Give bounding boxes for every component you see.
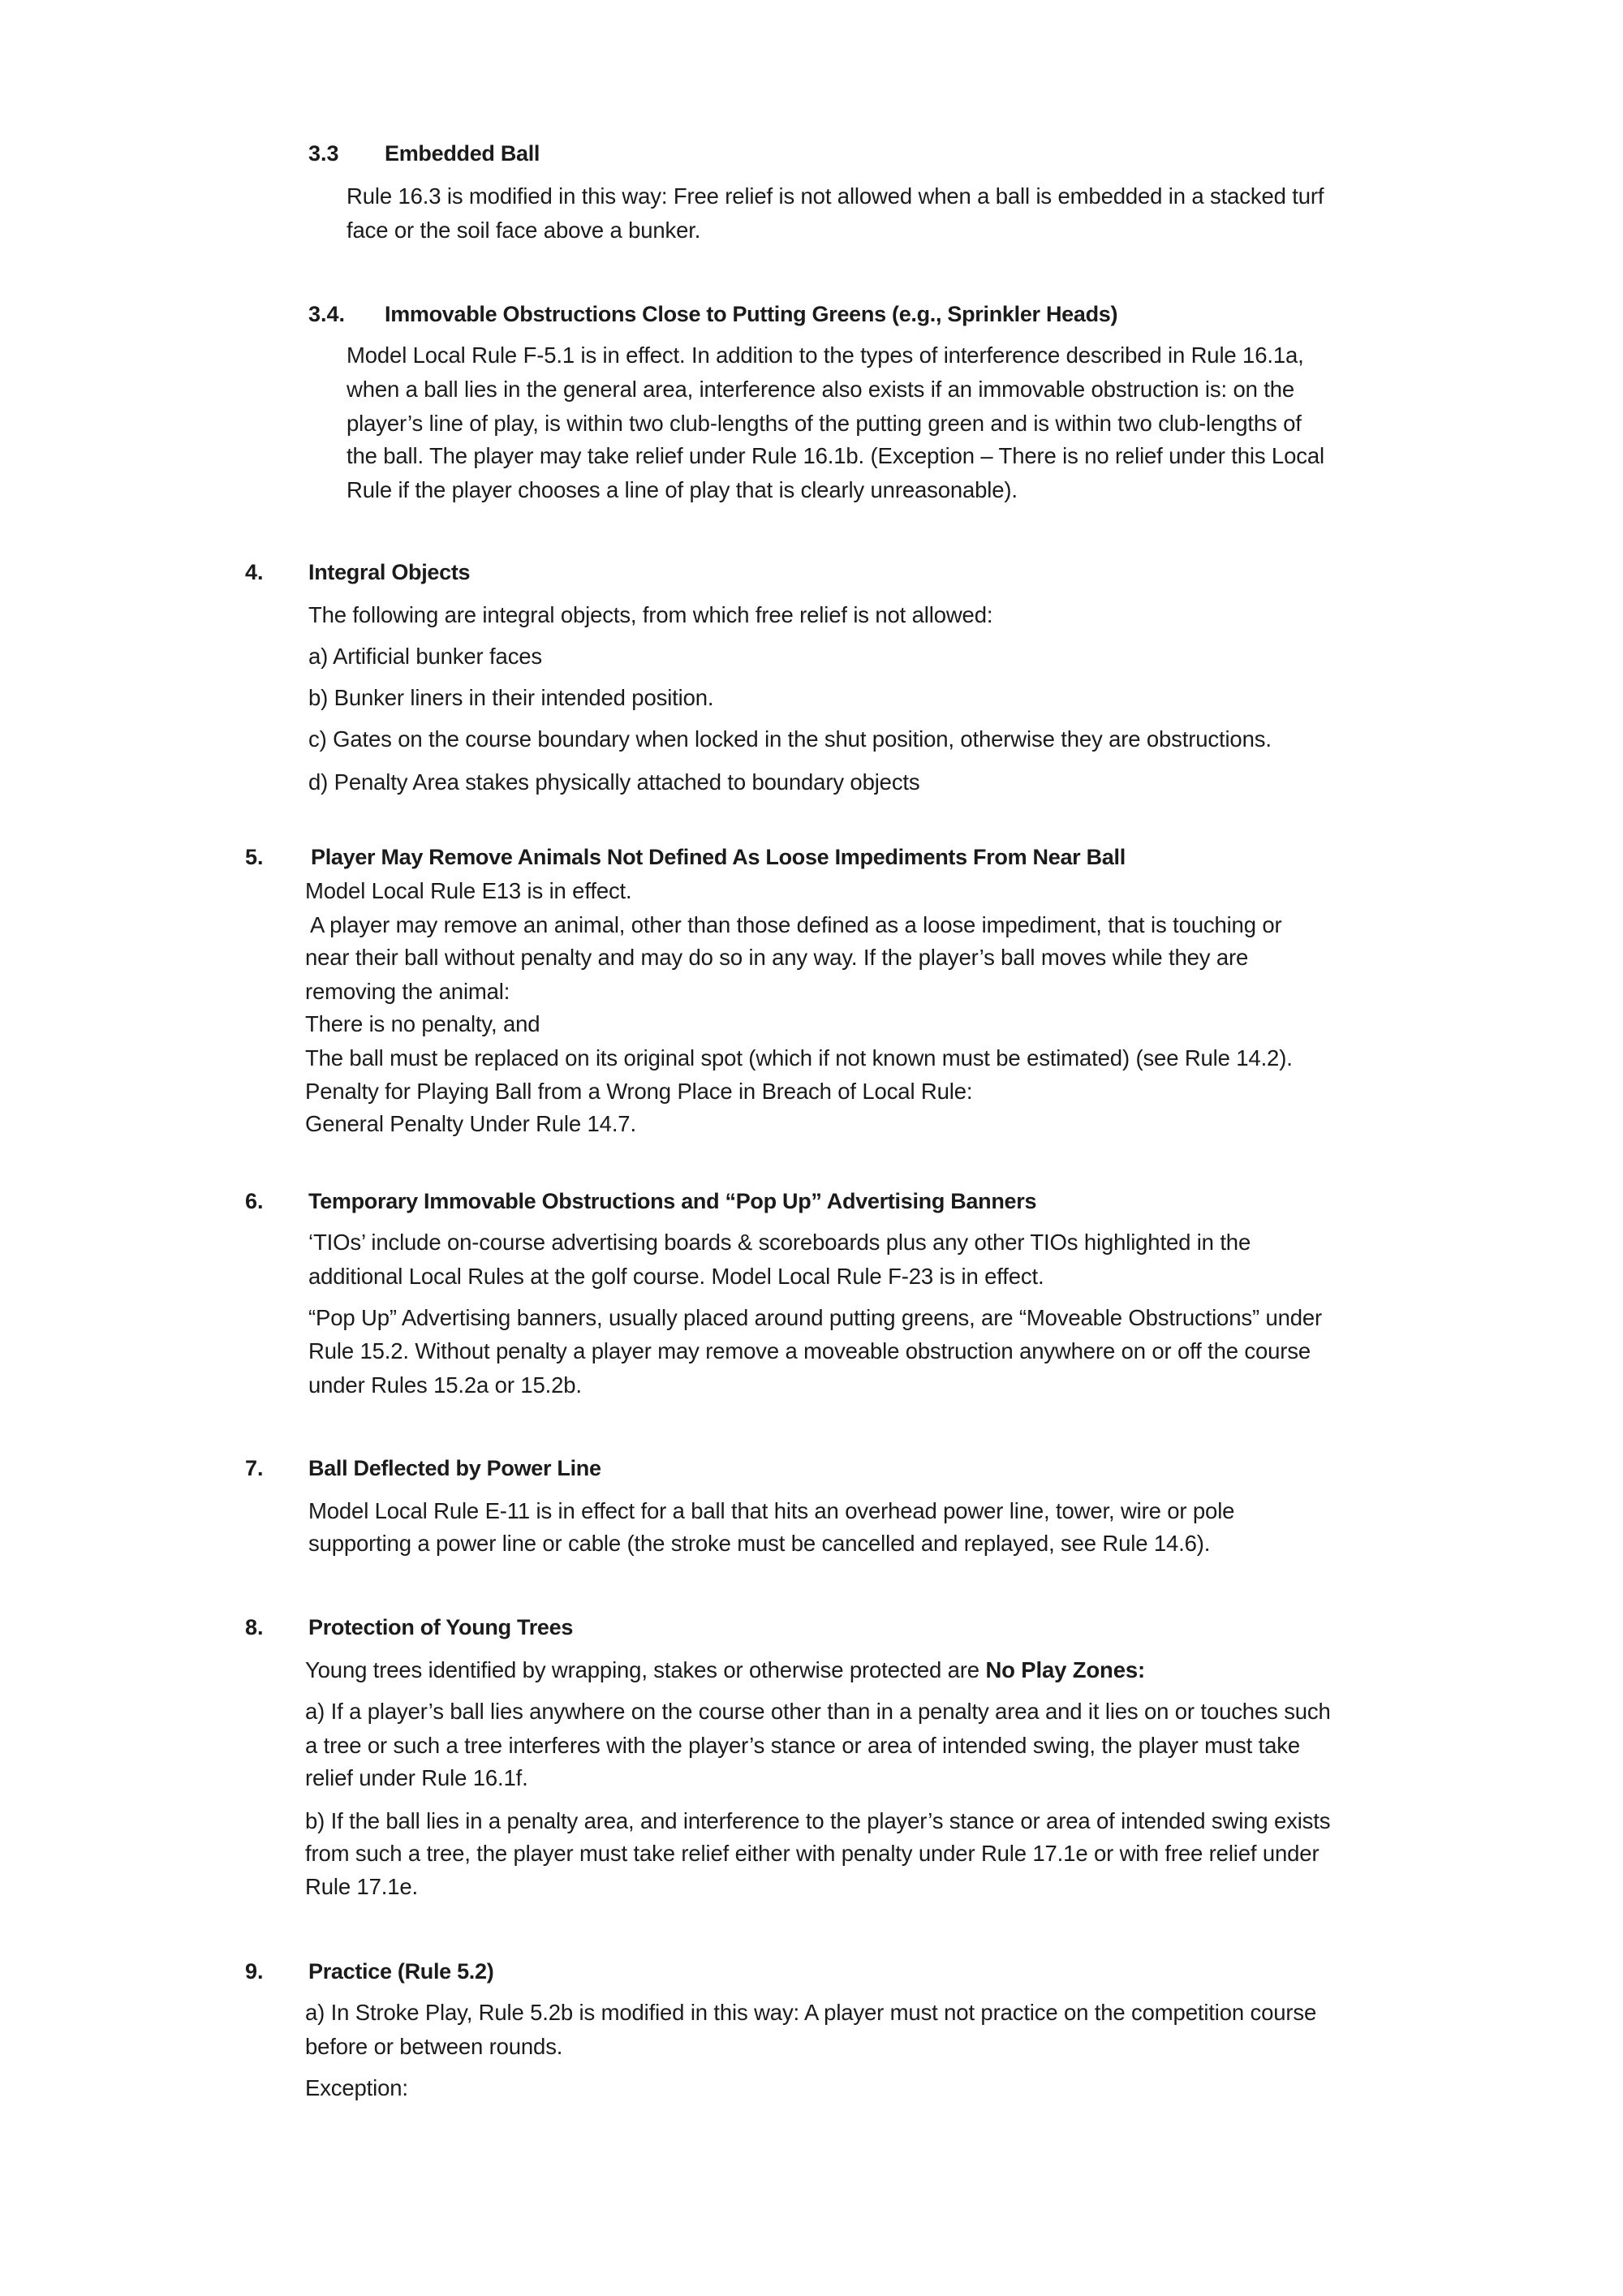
paragraph-line: A player may remove an animal, other than those defined as a loose impediment, that is touching or — [305, 912, 1282, 937]
section-number: 3.3 — [308, 141, 339, 166]
section-title: Practice (Rule 5.2) — [308, 1959, 494, 1984]
intro-text: Young trees identified by wrapping, stakes or otherwise protected are — [305, 1657, 986, 1682]
paragraph-line: when a ball lies in the general area, interference also exists if an immovable obstruction is: on the — [347, 377, 1294, 402]
paragraph-line: face or the soil face above a bunker. — [347, 218, 701, 243]
paragraph-line: There is no penalty, and — [305, 1011, 540, 1036]
paragraph-line: Penalty for Playing Ball from a Wrong Place in Breach of Local Rule: — [305, 1079, 973, 1104]
paragraph-line: The following are integral objects, from which free relief is not allowed: — [308, 602, 993, 627]
paragraph-line: Exception: — [305, 2075, 408, 2100]
paragraph-line: Model Local Rule F-5.1 is in effect. In addition to the types of interference described in Rule 16.1a, — [347, 342, 1304, 368]
paragraph-line: player’s line of play, is within two club-lengths of the putting green and is within two club-lengths of — [347, 411, 1302, 436]
paragraph-line: General Penalty Under Rule 14.7. — [305, 1111, 636, 1136]
paragraph-line: relief under Rule 16.1f. — [305, 1765, 528, 1790]
paragraph-line: Rule if the player chooses a line of play that is clearly unreasonable). — [347, 477, 1018, 502]
paragraph-line — [305, 1656, 1145, 1684]
paragraph-line: before or between rounds. — [305, 2034, 563, 2059]
section-number: 3.4. — [308, 302, 346, 326]
paragraph-line: Model Local Rule E13 is in effect. — [305, 878, 632, 903]
section-title: Embedded Ball — [385, 141, 540, 166]
paragraph-line: additional Local Rules at the golf course. Model Local Rule F-23 is in effect. — [308, 1264, 1044, 1289]
no-play-zones-emphasis: No Play Zones: — [985, 1657, 1145, 1682]
section-number: 6. — [245, 1189, 264, 1213]
paragraph-line: “Pop Up” Advertising banners, usually placed around putting greens, are “Moveable Obstructions” under — [308, 1305, 1323, 1330]
section-number: 9. — [245, 1959, 264, 1984]
list-item: a) Artificial bunker faces — [308, 644, 543, 669]
section-number: 7. — [245, 1456, 264, 1480]
section-number: 5. — [245, 845, 264, 869]
paragraph-line: near their ball without penalty and may do so in any way. If the player’s ball moves while they are — [305, 945, 1249, 970]
paragraph-line: Rule 15.2. Without penalty a player may remove a moveable obstruction anywhere on or off the course — [308, 1338, 1311, 1363]
paragraph-line: under Rules 15.2a or 15.2b. — [308, 1372, 582, 1398]
section-title: Temporary Immovable Obstructions and “Pop Up” Advertising Banners — [308, 1189, 1037, 1213]
paragraph-line: ‘TIOs’ include on-course advertising boards & scoreboards plus any other TIOs highlighted in the — [308, 1230, 1251, 1255]
section-title: Integral Objects — [308, 560, 471, 584]
list-item: d) Penalty Area stakes physically attached to boundary objects — [308, 769, 920, 795]
paragraph-line: a) In Stroke Play, Rule 5.2b is modified in this way: A player must not practice on the competition course — [305, 2000, 1317, 2025]
section-title: Ball Deflected by Power Line — [308, 1456, 601, 1480]
paragraph-line: a tree or such a tree interferes with the player’s stance or area of intended swing, the player must take — [305, 1733, 1300, 1758]
paragraph-line: Rule 16.3 is modified in this way: Free relief is not allowed when a ball is embedded in a stacked turf — [347, 183, 1324, 209]
paragraph-line: Rule 17.1e. — [305, 1874, 419, 1899]
section-title: Immovable Obstructions Close to Putting Greens (e.g., Sprinkler Heads) — [385, 302, 1118, 326]
paragraph-line: the ball. The player may take relief under Rule 16.1b. (Exception – There is no relief under this Local — [347, 443, 1324, 468]
section-number: 8. — [245, 1615, 264, 1639]
section-number: 4. — [245, 560, 264, 584]
paragraph-line: The ball must be replaced on its original spot (which if not known must be estimated) (see Rule 14.2). — [305, 1045, 1293, 1070]
section-title: Player May Remove Animals Not Defined As Loose Impediments From Near Ball — [311, 845, 1126, 869]
list-item: b) Bunker liners in their intended position. — [308, 685, 714, 710]
paragraph-line: from such a tree, the player must take relief either with penalty under Rule 17.1e or with free relief under — [305, 1841, 1319, 1866]
paragraph-line: Model Local Rule E-11 is in effect for a ball that hits an overhead power line, tower, wire or pole — [308, 1498, 1235, 1523]
paragraph-line: supporting a power line or cable (the stroke must be cancelled and replayed, see Rule 14.6). — [308, 1531, 1211, 1556]
section-title: Protection of Young Trees — [308, 1615, 574, 1639]
paragraph-line: removing the animal: — [305, 979, 510, 1004]
paragraph-line: a) If a player’s ball lies anywhere on the course other than in a penalty area and it lies on or touches such — [305, 1699, 1331, 1724]
list-item: c) Gates on the course boundary when locked in the shut position, otherwise they are obstructions. — [308, 726, 1272, 752]
paragraph-line: b) If the ball lies in a penalty area, and interference to the player’s stance or area of intended swing exists — [305, 1808, 1331, 1833]
